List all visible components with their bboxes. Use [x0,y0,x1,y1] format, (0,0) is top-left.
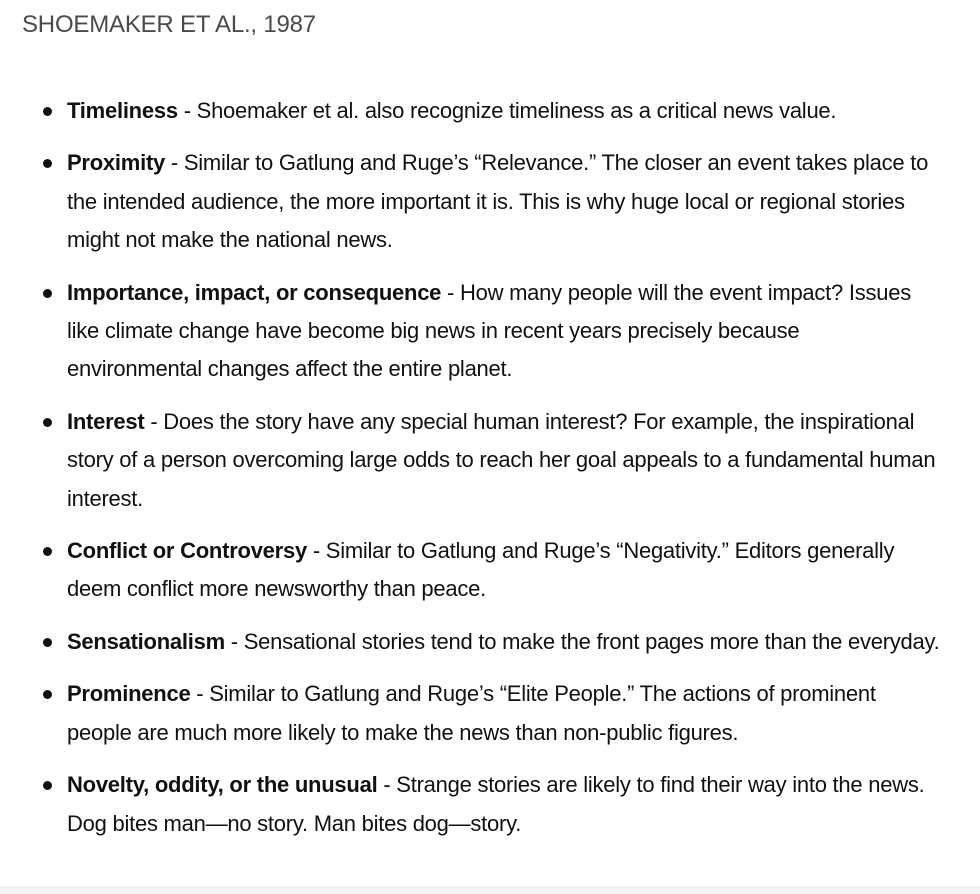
separator: - [224,628,244,654]
list-item-novelty [0,766,940,843]
list-item-proximity [0,144,940,259]
separator: - [144,408,164,434]
term-label: Conflict or Controversy [67,538,307,564]
bullet-icon [43,418,52,427]
term-description: Does the story have any special human interest? For example, the inspirational story of a person overcoming large odds to reach her goal appeals to a fundamental human interest. [67,408,936,511]
term-label: Sensationalism [67,628,225,654]
term-description: Similar to Gatlung and Ruge’s “Negativity.” Editors generally deem conflict more newsworthy than peace. [67,538,895,602]
bullet-icon [43,638,52,647]
news-values-list [0,92,940,857]
list-item-conflict [0,532,940,609]
separator: - [165,150,184,176]
term-label: Interest [67,408,145,434]
term-label: Timeliness [67,98,178,123]
bullet-icon [43,547,52,556]
page-bottom-edge [0,886,980,894]
list-item-importance [0,274,940,389]
separator: - [377,772,397,798]
term-label: Prominence [67,681,191,707]
term-description: Similar to Gatlung and Ruge’s “Elite People.” The actions of prominent people are much more likely to make the news than non-public figures. [67,681,876,745]
list-item-sensationalism [0,623,940,661]
separator: - [441,279,460,305]
list-item-interest [0,403,940,518]
bullet-icon [43,107,52,116]
term-description: Shoemaker et al. also recognize timeliness as a critical news value. [196,98,837,123]
list-item-prominence [0,675,940,752]
separator: - [190,681,210,707]
list-item-timeliness [0,92,940,130]
term-description: Similar to Gatlung and Ruge’s “Relevance.” The closer an event takes place to the intended audience, the more important it is. This is why huge local or regional stories might not make the national news. [67,150,929,253]
term-description: How many people will the event impact? Issues like climate change have become big news in recent years precisely because environmental changes affect the entire planet. [67,279,911,382]
section-heading: SHOEMAKER ET AL., 1987 [22,11,316,38]
term-description: Sensational stories tend to make the front pages more than the everyday. [243,628,940,654]
bullet-icon [43,690,52,699]
bullet-icon [43,781,52,790]
bullet-icon [43,159,52,168]
term-label: Importance, impact, or consequence [67,279,442,305]
term-label: Novelty, oddity, or the unusual [67,772,378,798]
bullet-icon [43,289,52,298]
separator: - [177,98,197,123]
term-label: Proximity [67,150,166,176]
term-description: Strange stories are likely to find their way into the news. Dog bites man—no story. Man bites dog—story. [67,772,925,836]
separator: - [306,538,326,564]
